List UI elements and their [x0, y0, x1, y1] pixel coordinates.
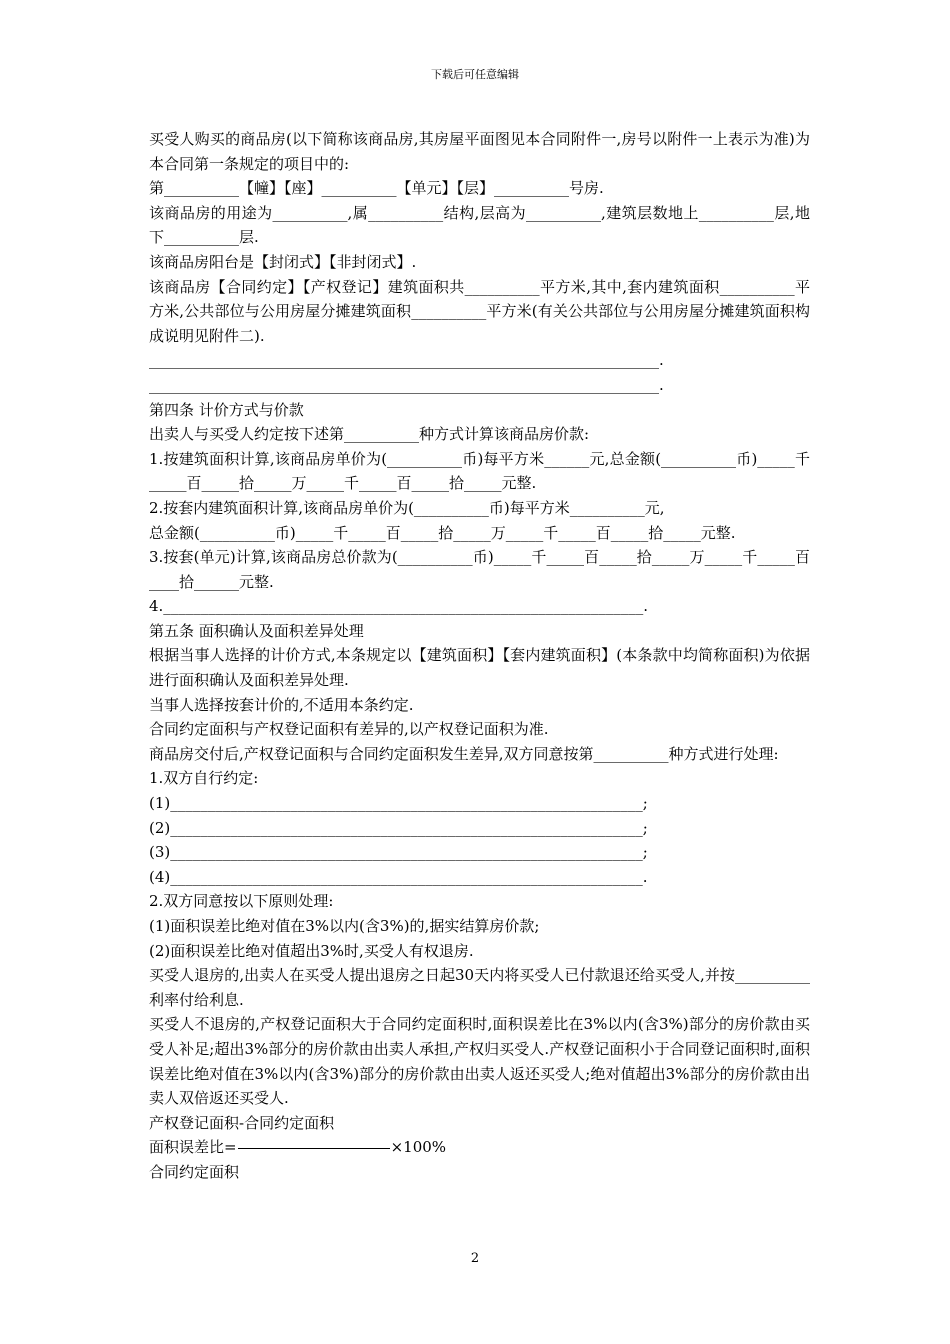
blank-line: (1)_______________________________________________________________;: [149, 794, 648, 813]
paragraph: 买受人退房的,出卖人在买受人提出退房之日起30天内将买受人已付款退还给买受人,并按__________利率付给利息.: [149, 966, 810, 1009]
blank-line: (4)_______________________________________________________________.: [149, 867, 648, 886]
paragraph: 1.按建筑面积计算,该商品房单价为(__________币)每平方米______元,总金额(__________币)_____千_____百_____拾_____万_____千_____百_____拾_____元整.: [149, 449, 810, 493]
paragraph: 商品房交付后,产权登记面积与合同约定面积发生差异,双方同意按第__________种方式进行处理:: [149, 744, 779, 763]
paragraph: 3.按套(单元)计算,该商品房总价款为(__________币)_____千_____百_____拾_____万_____千_____百____拾______元整.: [149, 548, 810, 591]
blank-line: ____________________________________________________________________.: [149, 375, 664, 394]
paragraph: 当事人选择按套计价的,不适用本条约定.: [149, 695, 414, 714]
fraction-bar: [238, 1148, 390, 1149]
formula-numerator: 产权登记面积-合同约定面积: [149, 1113, 335, 1132]
paragraph: (2)面积误差比绝对值超出3%时,买受人有权退房.: [149, 941, 474, 960]
paragraph: 2.按套内建筑面积计算,该商品房单价为(__________币)每平方米__________元,: [149, 498, 665, 517]
paragraph: (1)面积误差比绝对值在3%以内(含3%)的,据实结算房价款;: [149, 917, 540, 935]
paragraph: 该商品房【合同约定】【产权登记】建筑面积共__________平方米,其中,套内建筑面积__________平方米,公共部位与公用房屋分摊建筑面积__________平方米(有关公共部位与公用房屋分摊建筑面积构成说明见附件二).: [149, 277, 810, 345]
paragraph: 第__________【幢】【座】__________【单元】【层】__________号房.: [149, 179, 604, 198]
paragraph: 买受人购买的商品房(以下简称该商品房,其房屋平面图见本合同附件一,房号以附件一上表示为准)为本合同第一条规定的项目中的:: [149, 130, 810, 173]
paragraph: 合同约定面积与产权登记面积有差异的,以产权登记面积为准.: [149, 720, 549, 739]
section-heading: 第四条 计价方式与价款: [149, 400, 304, 419]
blank-line: ____________________________________________________________________.: [149, 351, 664, 370]
contract-body: [146, 127, 810, 1185]
formula-line: [146, 1135, 810, 1160]
paragraph: 1.双方自行约定:: [149, 769, 259, 788]
page-header-note: 下载后可任意编辑: [431, 68, 519, 81]
paragraph: 2.双方同意按以下原则处理:: [149, 892, 334, 911]
paragraph: 4.________________________________________________________________.: [149, 597, 649, 616]
page-number: 2: [470, 1251, 480, 1266]
paragraph: 根据当事人选择的计价方式,本条规定以【建筑面积】【套内建筑面积】(本条款中均简称面积)为依据进行面积确认及面积差异处理.: [149, 646, 810, 690]
formula-denominator: 合同约定面积: [149, 1162, 240, 1181]
paragraph: 该商品房的用途为__________,属__________结构,层高为__________,建筑层数地上__________层,地下__________层.: [149, 203, 810, 247]
blank-line: (2)_______________________________________________________________;: [149, 818, 648, 837]
formula-label: 面积误差比=: [149, 1138, 237, 1157]
paragraph: 买受人不退房的,产权登记面积大于合同约定面积时,面积误差比在3%以内(含3%)部分的房价款由买受人补足;超出3%部分的房价款由出卖人承担,产权归买受人.产权登记面积小于合同登记面积时,面积误差比绝对值在3%以内(含3%)部分的房价款由出卖人返还买受人;绝对值超出3%部分的房价款由出卖人双倍返还买受人.: [149, 1015, 810, 1108]
paragraph: 该商品房阳台是【封闭式】【非封闭式】.: [149, 252, 417, 271]
paragraph: 出卖人与买受人约定按下述第__________种方式计算该商品房价款:: [149, 425, 590, 444]
formula-suffix: ×100%: [390, 1138, 447, 1157]
blank-line: (3)_______________________________________________________________;: [149, 843, 648, 862]
section-heading: 第五条 面积确认及面积差异处理: [149, 621, 364, 640]
paragraph: 总金额(__________币)_____千_____百_____拾_____万_____千_____百_____拾_____元整.: [149, 523, 736, 542]
